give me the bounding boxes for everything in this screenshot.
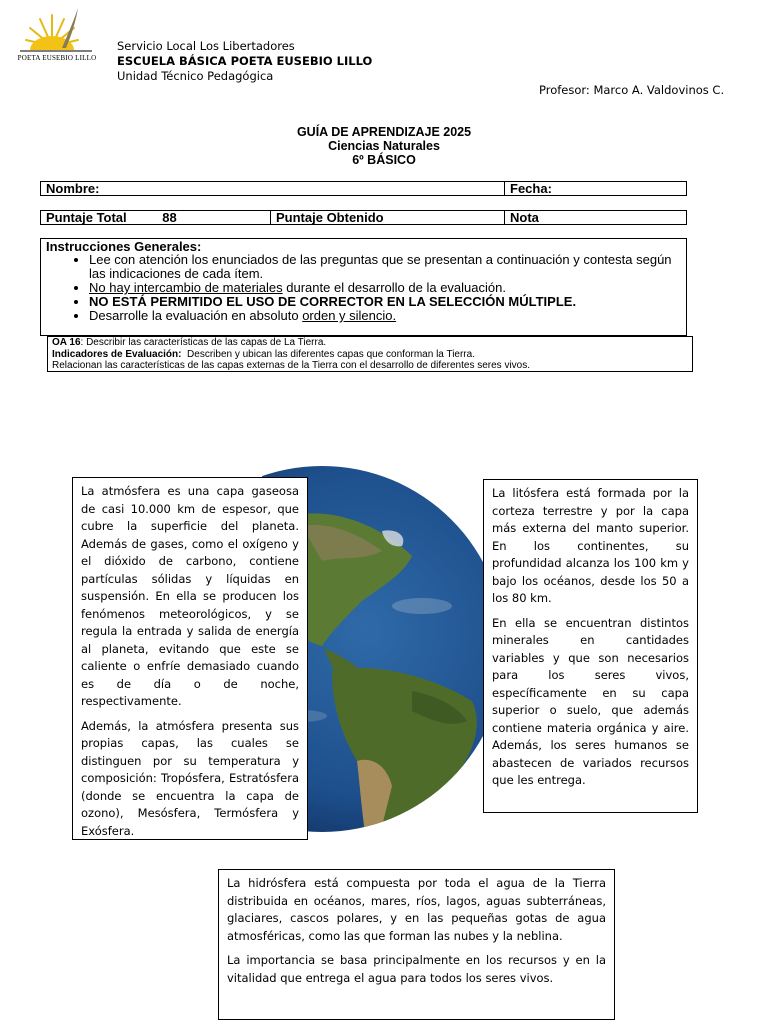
service-name: Servicio Local Los Libertadores bbox=[117, 39, 295, 53]
instructions-title: Instrucciones Generales: bbox=[46, 239, 202, 254]
guide-title: GUÍA DE APRENDIZAJE 2025 bbox=[296, 125, 472, 139]
date-field[interactable] bbox=[505, 182, 686, 195]
instruction-item bbox=[89, 281, 681, 295]
oa-line bbox=[52, 337, 688, 349]
instruction-underlined: No hay intercambio de materiales bbox=[89, 280, 283, 295]
date-label: Fecha: bbox=[510, 181, 552, 196]
subject-title: Ciencias Naturales bbox=[328, 139, 440, 153]
hydrosphere-paragraph-1: La hidrósfera está compuesta por toda el agua de la Tierra distribuida en océanos, mares, ríos, lagos, aguas subterráneas, glaciares, cascos polares, y en las pequeñas gotas de agua atmosféricas, como las que forman las nubes y la neblina. bbox=[227, 876, 606, 943]
indicators-line-2: Relacionan las características de las capas externas de la Tierra con el desarrollo de diferentes seres vivos. bbox=[52, 360, 531, 371]
grade-label: Nota bbox=[510, 210, 539, 225]
instruction-item: • Lee con atención los enunciados de las preguntas que se presentan a continuación y contesta según las indicaciones de cada ítem. bbox=[89, 253, 681, 281]
instructions-list bbox=[46, 253, 681, 323]
lithosphere-paragraph-1: La litósfera está formada por la corteza terrestre y por la capa más externa del manto superior. En los continentes, su profundidad alcanza los 100 km y bajo los océanos, desde los 50 a los 80 km. bbox=[492, 486, 689, 605]
oa-text: : Describir las características de las capas de La Tierra. bbox=[80, 337, 327, 348]
indicators-label: Indicadores de Evaluación: bbox=[52, 348, 182, 360]
grade-field[interactable] bbox=[505, 211, 686, 224]
oa-label: OA 16 bbox=[52, 337, 81, 348]
hydrosphere-text-box bbox=[218, 869, 615, 1020]
objectives-box bbox=[47, 336, 693, 372]
atmosphere-text-box bbox=[72, 477, 308, 840]
total-score-value: 88 bbox=[162, 210, 177, 225]
instruction-item: • NO ESTÁ PERMITIDO EL USO DE CORRECTOR EN LA SELECCIÓN MÚLTIPLE. bbox=[89, 295, 681, 309]
instructions-box bbox=[40, 238, 687, 336]
atmosphere-paragraph-2: Además, la atmósfera presenta sus propias capas, las cuales se distinguen por su temperatura y composición: Tropósfera, Estratósfera (donde se encuentra la capa de ozono), Mesósfera, Termósfera y Exósfera. bbox=[81, 718, 299, 838]
hydrosphere-paragraph-2: La importancia se basa principalmente en los recursos y en la vitalidad que entrega el agua para todos los seres vivos. bbox=[227, 953, 606, 985]
logo-caption: POETA EUSEBIO LILLO bbox=[17, 54, 97, 62]
instruction-item bbox=[89, 309, 681, 323]
score-row bbox=[40, 210, 687, 225]
total-score-label: Puntaje Total bbox=[46, 210, 127, 225]
department-name: Unidad Técnico Pedagógica bbox=[117, 69, 274, 83]
lithosphere-text-box bbox=[483, 479, 698, 813]
name-date-row bbox=[40, 181, 687, 196]
indicators-line bbox=[52, 349, 688, 361]
lithosphere-paragraph-2: En ella se encuentran distintos minerales en cantidades variables y que son necesarios para los seres vivos, específicamente en su capa superior o suelo, que además contiene materia orgánica y aire. Además, los seres humanos se abastecen de variados recursos que les entrega. bbox=[492, 615, 689, 787]
teacher-name: Profesor: Marco A. Valdovinos C. bbox=[539, 83, 725, 97]
name-label: Nombre: bbox=[46, 181, 100, 196]
school-name: ESCUELA BÁSICA POETA EUSEBIO LILLO bbox=[117, 54, 373, 68]
grade-title: 6º BÁSICO bbox=[352, 153, 416, 167]
name-field[interactable] bbox=[41, 182, 505, 195]
instruction-text: durante el desarrollo de la evaluación. bbox=[282, 280, 506, 295]
instruction-text: Desarrolle la evaluación en absoluto bbox=[89, 308, 303, 323]
instruction-underlined: orden y silencio. bbox=[302, 308, 397, 323]
obtained-score-label: Puntaje Obtenido bbox=[276, 210, 384, 225]
obtained-score-field[interactable] bbox=[271, 211, 505, 224]
total-score-cell bbox=[41, 211, 271, 224]
atmosphere-paragraph-1: La atmósfera es una capa gaseosa de casi 10.000 km de espesor, que cubre la superficie del planeta. Además de gases, como el oxígeno y el dióxido de carbono, contiene partículas sólidas y líquidas en suspensión. En ella se producen los fenómenos meteorológicos, y se regula la entrada y salida de energía al planeta, evitando que este se caliente o enfríe demasiado cuando es de día o de noche, respectivamente. bbox=[81, 484, 299, 708]
indicators-text: Describen y ubican las diferentes capas que conforman la Tierra. bbox=[181, 348, 475, 360]
